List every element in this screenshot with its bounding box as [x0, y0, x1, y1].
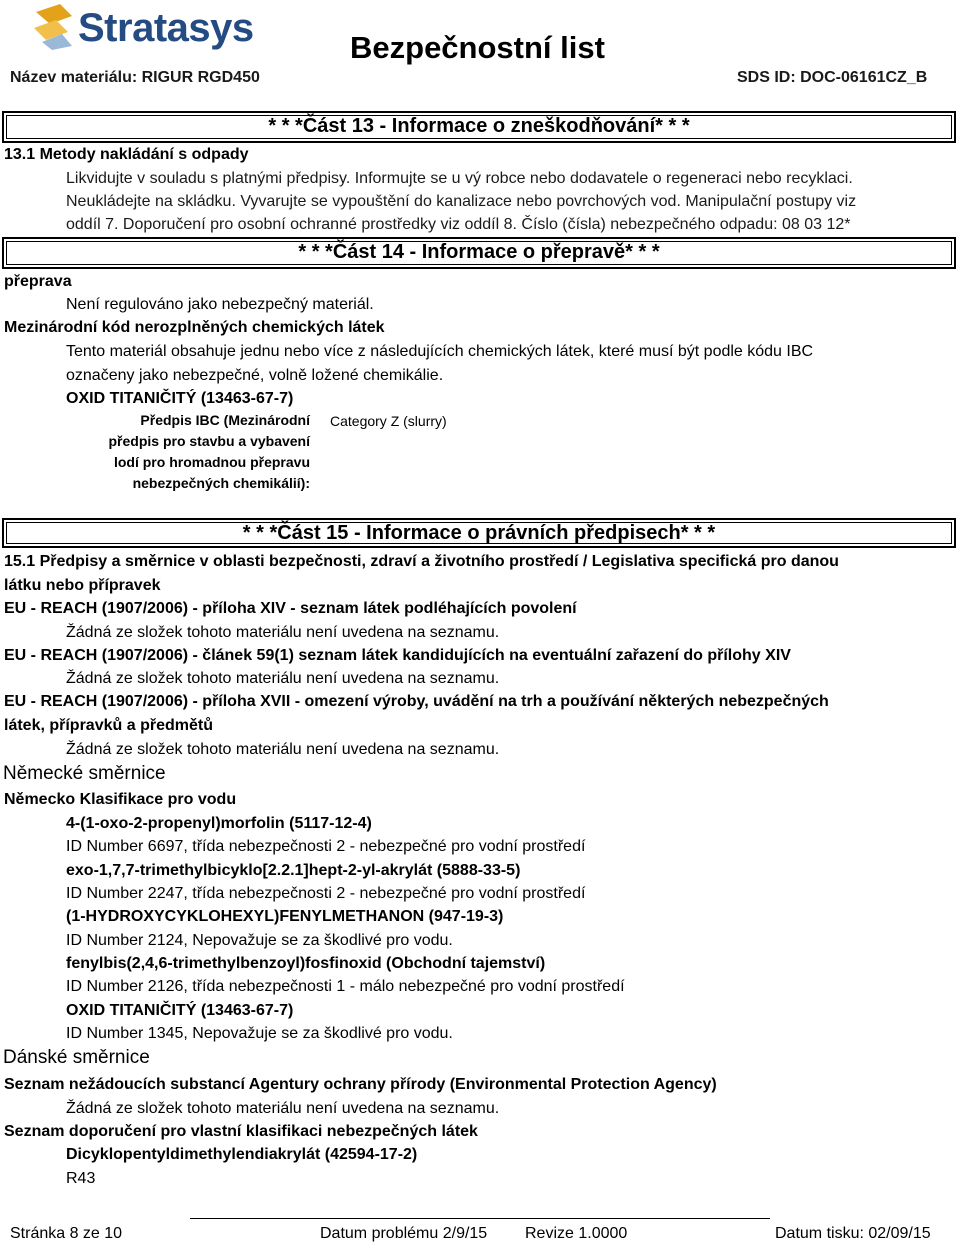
- danish-value-1: Žádná ze složek tohoto materiálu není uvedena na seznamu.: [66, 1100, 500, 1117]
- ibc-reg-line: Předpis IBC (Mezinárodní: [140, 412, 310, 428]
- german-item-value: ID Number 2124, Nepovažuje se za škodlivé pro vodu.: [66, 932, 453, 949]
- ibc-label: Mezinárodní kód nerozplněných chemických látek: [4, 319, 385, 336]
- section-15-title: * * *Část 15 - Informace o právních předpisech* * *: [2, 518, 956, 548]
- german-item-value: ID Number 2126, třída nebezpečnosti 1 - málo nebezpečné pro vodní prostředí: [66, 978, 625, 995]
- danish-value-2: R43: [66, 1170, 96, 1187]
- material-name: Název materiálu: RIGUR RGD450: [10, 69, 260, 86]
- german-item-name: 4-(1-oxo-2-propenyl)morfolin (5117-12-4): [66, 815, 372, 832]
- reach-article-59-value: Žádná ze složek tohoto materiálu není uvedena na seznamu.: [66, 670, 500, 687]
- s13-subheading: 13.1 Metody nakládání s odpady: [4, 146, 249, 163]
- ibc-text-1: Tento materiál obsahuje jednu nebo více z následujících chemických látek, které musí být podle kódu IBC: [66, 343, 814, 360]
- reach-annex-17-line-2: látek, přípravků a předmětů: [4, 717, 213, 734]
- danish-label-1: Seznam nežádoucích substancí Agentury ochrany přírody (Environmental Protection Agency): [4, 1076, 717, 1093]
- reach-annex-17-value: Žádná ze složek tohoto materiálu není uvedena na seznamu.: [66, 741, 500, 758]
- reach-annex-14: EU - REACH (1907/2006) - příloha XIV - seznam látek podléhajících povolení: [4, 600, 577, 617]
- german-item-name: OXID TITANIČITÝ (13463-67-7): [66, 1002, 294, 1019]
- s15-subheading-1: 15.1 Předpisy a směrnice v oblasti bezpečnosti, zdraví a životního prostředí / Legislativa specifická pro danou: [4, 553, 839, 570]
- sds-id: SDS ID: DOC-06161CZ_B: [737, 69, 928, 86]
- ibc-regulation-value: Category Z (slurry): [330, 413, 447, 429]
- german-item-name: exo-1,7,7-trimethylbicyklo[2.2.1]hept-2-yl-akrylát (5888-33-5): [66, 862, 521, 879]
- logo-mark-icon: [32, 2, 78, 50]
- issue-date: Datum problému 2/9/15: [320, 1225, 488, 1242]
- ibc-reg-line: nebezpečných chemikálií):: [132, 475, 310, 491]
- reach-annex-14-value: Žádná ze složek tohoto materiálu není uvedena na seznamu.: [66, 624, 500, 641]
- s13-line-3: oddíl 7. Doporučení pro osobní ochranné prostředky viz oddíl 8. Číslo (čísla) nebezpečného odpadu: 08 03 12*: [66, 216, 851, 233]
- footer-divider: [190, 1218, 770, 1219]
- german-heading: Německé směrnice: [3, 763, 166, 784]
- section-14-title: * * *Část 14 - Informace o přepravě* * *: [2, 237, 956, 269]
- page-number: Stránka 8 ze 10: [10, 1225, 123, 1242]
- ibc-text-2: označeny jako nebezpečné, volně ložené chemikálie.: [66, 367, 444, 384]
- german-item-name: fenylbis(2,4,6-trimethylbenzoyl)fosfinoxid (Obchodní tajemství): [66, 955, 546, 972]
- transport-text: Není regulováno jako nebezpečný materiál.: [66, 296, 374, 313]
- transport-label: přeprava: [4, 273, 72, 290]
- print-date: Datum tisku: 02/09/15: [775, 1225, 931, 1242]
- ibc-substance: OXID TITANIČITÝ (13463-67-7): [66, 390, 294, 407]
- document-title: Bezpečnostní list: [350, 30, 605, 65]
- german-item-value: ID Number 1345, Nepovažuje se za škodlivé pro vodu.: [66, 1025, 453, 1042]
- danish-heading: Dánské směrnice: [3, 1047, 150, 1068]
- stratasys-logo: [32, 2, 262, 52]
- revision: Revize 1.0000: [525, 1225, 628, 1242]
- logo-text: Stratasys: [78, 6, 254, 50]
- ibc-reg-line: lodí pro hromadnou přepravu: [113, 454, 310, 470]
- s13-line-2: Neukládejte na skládku. Vyvarujte se vypouštění do kanalizace nebo povrchových vod. Manipulační postupy viz: [66, 193, 857, 210]
- danish-substance: Dicyklopentyldimethylendiakrylát (42594-17-2): [66, 1146, 418, 1163]
- german-item-value: ID Number 2247, třída nebezpečnosti 2 - nebezpečné pro vodní prostředí: [66, 885, 586, 902]
- german-item-value: ID Number 6697, třída nebezpečnosti 2 - nebezpečné pro vodní prostředí: [66, 838, 586, 855]
- reach-article-59: EU - REACH (1907/2006) - článek 59(1) seznam látek kandidujících na eventuální zařazení do přílohy XIV: [4, 647, 791, 664]
- s15-subheading-2: látku nebo přípravek: [4, 577, 161, 594]
- s13-line-1: Likvidujte v souladu s platnými předpisy. Informujte se u vý robce nebo dodavatele o regeneraci nebo recyklaci.: [66, 170, 853, 187]
- german-label: Německo Klasifikace pro vodu: [4, 791, 237, 808]
- ibc-regulation-label: [60, 410, 310, 494]
- danish-label-2: Seznam doporučení pro vlastní klasifikaci nebezpečných látek: [4, 1123, 478, 1140]
- german-item-name: (1-HYDROXYCYKLOHEXYL)FENYLMETHANON (947-19-3): [66, 908, 504, 925]
- ibc-reg-line: předpis pro stavbu a vybavení: [108, 433, 310, 449]
- reach-annex-17-line-1: EU - REACH (1907/2006) - příloha XVII - omezení výroby, uvádění na trh a používání některých nebezpečných: [4, 693, 829, 710]
- section-13-title: * * *Část 13 - Informace o zneškodňování* * *: [2, 111, 956, 143]
